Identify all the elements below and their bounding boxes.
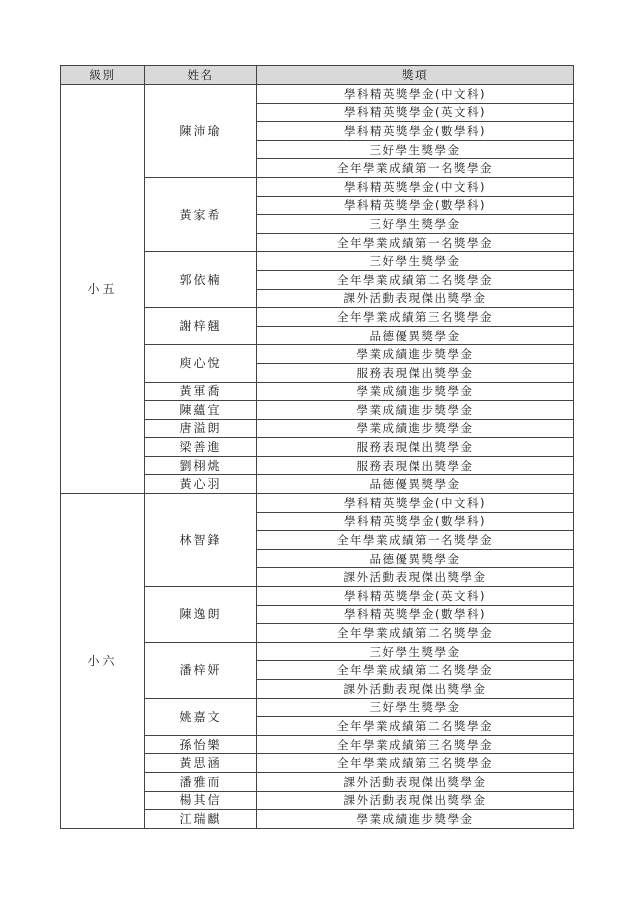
student-name-cell: 庾心悅 — [145, 345, 257, 382]
student-name-cell: 潘梓妍 — [145, 642, 257, 698]
grade-cell: 小六 — [61, 494, 145, 829]
header-name: 姓名 — [145, 66, 257, 85]
award-cell: 學業成績進步獎學金 — [257, 810, 574, 829]
award-cell: 三好學生獎學金 — [257, 252, 574, 271]
award-cell: 三好學生獎學金 — [257, 215, 574, 234]
student-name-cell: 黃軍喬 — [145, 382, 257, 401]
award-cell: 品德優異獎學金 — [257, 475, 574, 494]
header-row — [61, 66, 574, 85]
student-name-cell: 陳逸朗 — [145, 587, 257, 643]
award-cell: 全年學業成績第二名獎學金 — [257, 661, 574, 680]
award-cell: 學科精英獎學金(數學科) — [257, 512, 574, 531]
student-name-cell: 郭依楠 — [145, 252, 257, 308]
award-cell: 課外活動表現傑出獎學金 — [257, 772, 574, 791]
student-name-cell: 黃心羽 — [145, 475, 257, 494]
award-cell: 全年學業成績第三名獎學金 — [257, 735, 574, 754]
award-cell: 學科精英獎學金(中文科) — [257, 494, 574, 513]
award-cell: 課外活動表現傑出獎學金 — [257, 791, 574, 810]
award-cell: 全年學業成績第二名獎學金 — [257, 624, 574, 643]
table-row — [61, 85, 574, 104]
award-cell: 學業成績進步獎學金 — [257, 382, 574, 401]
award-cell: 學科精英獎學金(數學科) — [257, 196, 574, 215]
award-cell: 全年學業成績第一名獎學金 — [257, 159, 574, 178]
header-grade: 級別 — [61, 66, 145, 85]
award-cell: 學科精英獎學金(英文科) — [257, 587, 574, 606]
student-name-cell: 姚嘉文 — [145, 698, 257, 735]
student-name-cell: 楊其信 — [145, 791, 257, 810]
award-cell: 學科精英獎學金(中文科) — [257, 85, 574, 104]
award-table — [60, 65, 574, 829]
student-name-cell: 梁善進 — [145, 438, 257, 457]
award-cell: 品德優異獎學金 — [257, 326, 574, 345]
student-name-cell: 陳蘊宜 — [145, 401, 257, 420]
student-name-cell: 孫怡樂 — [145, 735, 257, 754]
award-cell: 服務表現傑出獎學金 — [257, 438, 574, 457]
award-cell: 品德優異獎學金 — [257, 549, 574, 568]
student-name-cell: 劉栩烑 — [145, 456, 257, 475]
grade-group — [61, 85, 574, 494]
award-cell: 全年學業成績第三名獎學金 — [257, 308, 574, 327]
student-name-cell: 唐溢朗 — [145, 419, 257, 438]
award-cell: 課外活動表現傑出獎學金 — [257, 568, 574, 587]
award-cell: 學業成績進步獎學金 — [257, 401, 574, 420]
student-name-cell: 黃思涵 — [145, 754, 257, 773]
award-cell: 學業成績進步獎學金 — [257, 345, 574, 364]
student-name-cell: 謝梓翹 — [145, 308, 257, 345]
student-name-cell: 陳沛瑜 — [145, 85, 257, 178]
award-cell: 學業成績進步獎學金 — [257, 419, 574, 438]
award-cell: 課外活動表現傑出獎學金 — [257, 289, 574, 308]
award-cell: 三好學生獎學金 — [257, 698, 574, 717]
award-cell: 學科精英獎學金(中文科) — [257, 177, 574, 196]
award-cell: 全年學業成績第一名獎學金 — [257, 233, 574, 252]
student-name-cell: 潘雅而 — [145, 772, 257, 791]
grade-cell: 小五 — [61, 85, 145, 494]
student-name-cell: 林智鋒 — [145, 494, 257, 587]
award-cell: 服務表現傑出獎學金 — [257, 363, 574, 382]
award-cell: 學科精英獎學金(數學科) — [257, 122, 574, 141]
award-cell: 全年學業成績第一名獎學金 — [257, 531, 574, 550]
award-cell: 全年學業成績第二名獎學金 — [257, 270, 574, 289]
student-name-cell: 江瑞麒 — [145, 810, 257, 829]
award-cell: 全年學業成績第三名獎學金 — [257, 754, 574, 773]
table-header — [61, 66, 574, 85]
grade-group — [61, 494, 574, 829]
student-name-cell: 黃家希 — [145, 177, 257, 251]
award-cell: 三好學生獎學金 — [257, 642, 574, 661]
award-cell: 三好學生獎學金 — [257, 140, 574, 159]
award-cell: 學科精英獎學金(英文科) — [257, 103, 574, 122]
header-award: 獎項 — [257, 66, 574, 85]
award-cell: 學科精英獎學金(數學科) — [257, 605, 574, 624]
award-cell: 課外活動表現傑出獎學金 — [257, 680, 574, 699]
table-row — [61, 494, 574, 513]
award-cell: 全年學業成績第二名獎學金 — [257, 717, 574, 736]
award-cell: 服務表現傑出獎學金 — [257, 456, 574, 475]
